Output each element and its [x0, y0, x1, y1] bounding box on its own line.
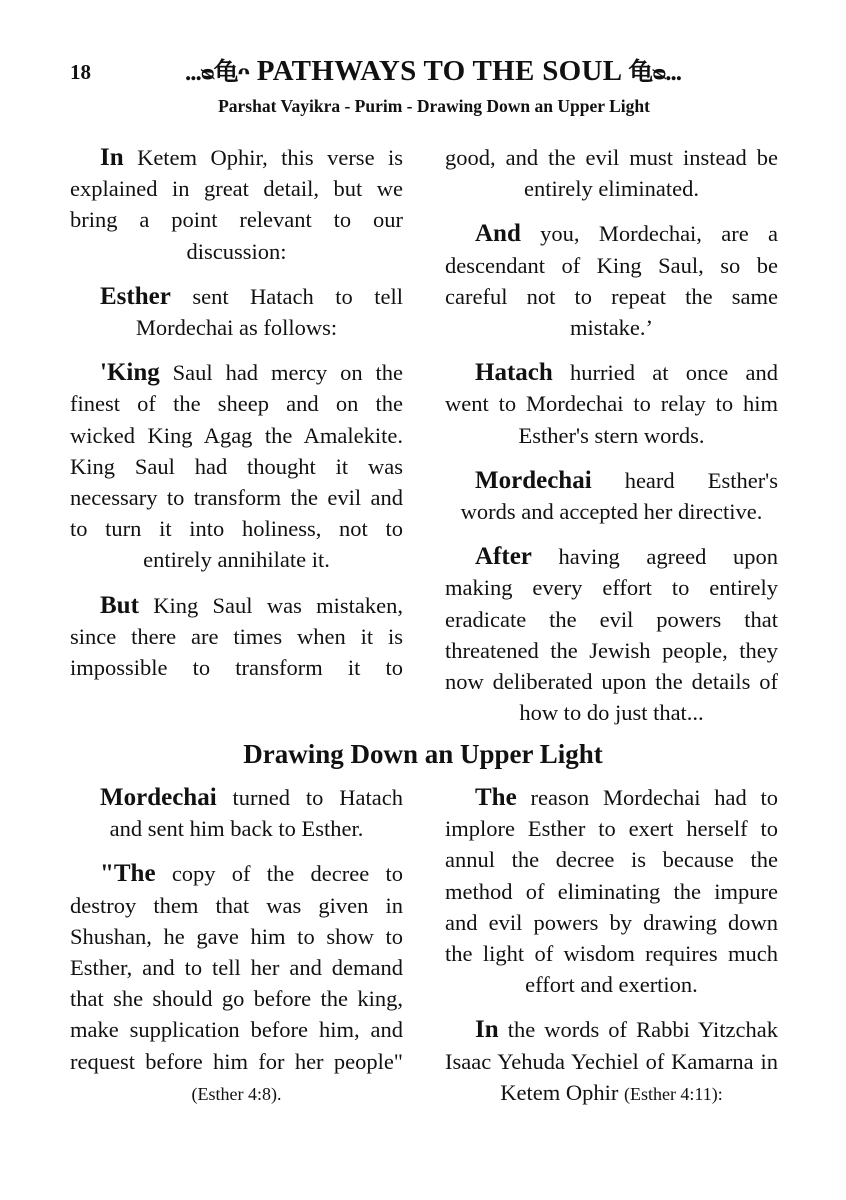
lead-word: The: [475, 784, 517, 811]
verse-reference: (Esther 4:11):: [623, 1083, 723, 1104]
paragraph: [445, 541, 778, 728]
running-header: [0, 52, 846, 88]
paragraph-text: good, and the evil must instead be entirely eliminated.: [445, 145, 778, 202]
paragraph: [70, 590, 403, 684]
column-left: [70, 782, 403, 1124]
paragraph-text: sent Hatach to tell Mordechai as follows:: [135, 283, 403, 341]
lead-word: In: [100, 144, 124, 171]
lead-word: Esther: [100, 282, 171, 310]
paragraph-text: Ketem Ophir, this verse is explained in great detail, but we bring a point relevant to our discussion:: [70, 145, 403, 264]
lead-word: Mordechai: [475, 466, 592, 494]
paragraph: [70, 858, 403, 1110]
header-title: PATHWAYS TO THE SOUL: [256, 55, 621, 87]
verse-reference: (Esther 4:8).: [191, 1083, 282, 1104]
paragraph-text: King Saul was mistaken, since there are times when it is impossible to transform it to: [70, 592, 403, 681]
lead-word: Mordechai: [100, 784, 217, 811]
lead-word: And: [475, 220, 521, 248]
ornament-right: ⻳ᴓ...: [628, 59, 682, 86]
paragraph: [445, 142, 778, 204]
paragraph: [70, 782, 403, 844]
paragraph-text: having agreed upon making every effort to entirely eradicate the evil powers that threatened the Jewish people, they now deliberated upon the details of how to do just that...: [445, 544, 778, 726]
lead-word: But: [100, 591, 139, 619]
paragraph: [445, 465, 778, 527]
column-right: [445, 782, 778, 1124]
section-one: [70, 142, 778, 742]
paragraph-text: heard Esther's words and accepted her directive.: [460, 467, 778, 525]
paragraph: [445, 218, 778, 343]
lead-word: 'King: [100, 359, 160, 387]
chapter-subtitle: Parshat Vayikra - Purim - Drawing Down an Upper Light: [218, 96, 650, 116]
paragraph-text: Saul had mercy on the finest of the sheep and on the wicked King Agag the Amalekite. King Saul had thought it was necessary to transform the evil and to turn it into holiness, not to entirely annihilate it.: [70, 360, 403, 573]
lead-word: In: [475, 1016, 499, 1044]
paragraph-text: hurried at once and went to Mordechai to relay to him Esther's stern words.: [445, 360, 778, 448]
column-right: [445, 142, 778, 742]
paragraph: [70, 357, 403, 575]
paragraph-text: turned to Hatach and sent him back to Esther.: [109, 785, 403, 842]
page-number: 18: [70, 60, 91, 84]
ornament-left: ...ᴓ⻳ᴖ: [184, 59, 250, 86]
section-heading: Drawing Down an Upper Light: [243, 739, 603, 769]
lead-word: "The: [100, 860, 156, 888]
paragraph-text: you, Mordechai, are a descendant of King Saul, so be careful not to repeat the same mistake.’: [445, 221, 778, 341]
paragraph: [445, 1014, 778, 1110]
paragraph-text: the words of Rabbi Yitzchak Isaac Yehuda Yechiel of Kamarna in Ketem Ophir: [445, 1017, 778, 1105]
column-left: [70, 142, 403, 742]
paragraph: [70, 142, 403, 267]
section-two: [70, 782, 778, 1124]
paragraph-text: reason Mordechai had to implore Esther to exert herself to annul the decree is because the method of eliminating the impure and evil powers by drawing down the light of wisdom requires much effort and exertion.: [445, 785, 778, 998]
paragraph: [445, 782, 778, 1000]
paragraph: [70, 281, 403, 343]
lead-word: Hatach: [475, 359, 553, 387]
paragraph-text: copy of the decree to destroy them that was given in Shushan, he gave him to show to Esther, and to tell her and demand that she should go before the king, make supplication before him, and request before him for her people": [70, 861, 403, 1074]
paragraph: [445, 357, 778, 451]
lead-word: After: [475, 543, 532, 571]
